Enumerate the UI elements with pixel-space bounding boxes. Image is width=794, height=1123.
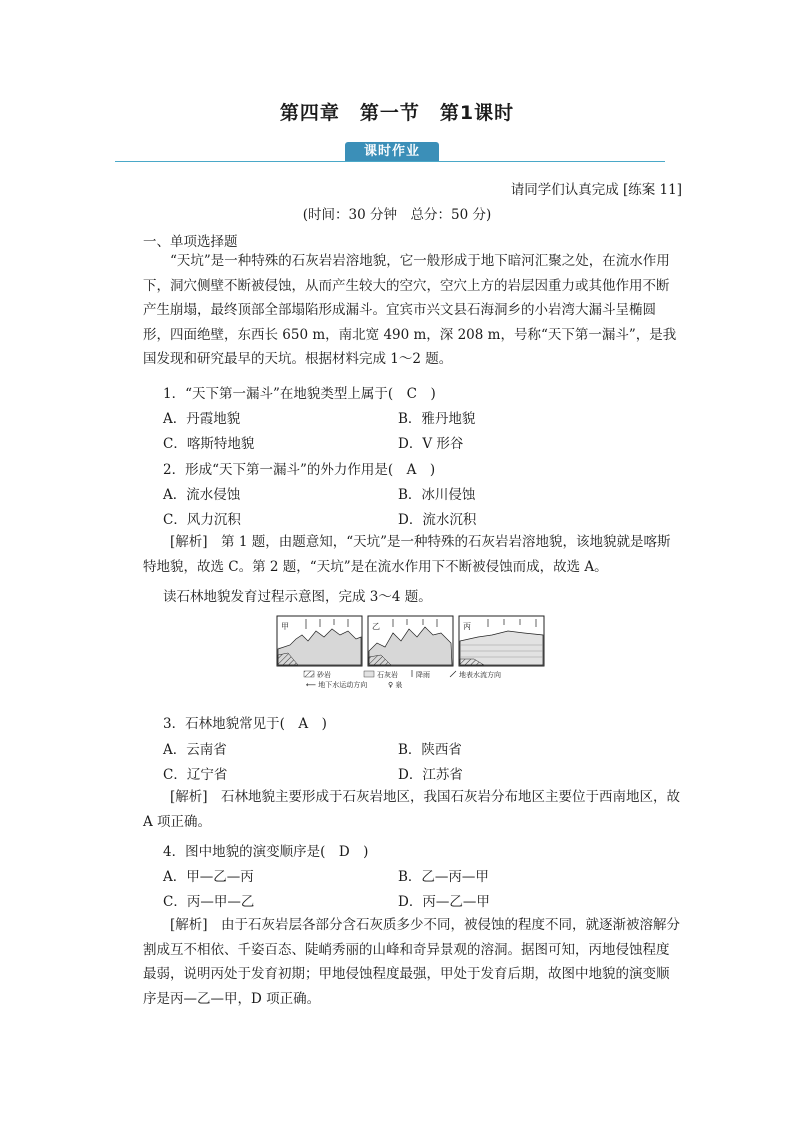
analysis-3: [解析] 石林地貌主要形成于石灰岩地区，我国石灰岩分布地区主要位于西南地区，故 A 项正确。 (143, 789, 681, 830)
q4-option-d: D．丙—乙—甲 (398, 894, 490, 910)
q3-option-c: C．辽宁省 (163, 767, 228, 783)
legend-limestone: 石灰岩 (377, 671, 398, 679)
question-4-stem: 4．图中地貌的演变顺序是( D ) (163, 844, 369, 860)
q3-option-b: B．陕西省 (398, 742, 462, 758)
analysis-4: [解析] 由于石灰岩层各部分含石灰质多少不同，被侵蚀的程度不同，就逐渐被溶解分割成互不相依、千姿百态、陡峭秀丽的山峰和奇异景观的溶洞。据图可知，丙地侵蚀程度最弱，说明丙处于发育初期；甲地侵蚀程度最强，甲处于发育后期，故图中地貌的演变顺序是丙—乙—甲，D 项正确。 (143, 917, 681, 1007)
practice-note: 请同学们认真完成 [练案 11] (510, 182, 682, 198)
analysis-1-2: [解析] 第 1 题，由题意知，“天坑”是一种特殊的石灰岩岩溶地貌，该地貌就是喀斯特地貌，故选 C。第 2 题，“天坑”是在流水作用下不断被侵蚀而成，故选 A。 (143, 534, 671, 575)
time-info: (时间：30 分钟 总分：50 分) (302, 207, 492, 223)
q2-option-d: D．流水沉积 (398, 512, 477, 528)
panel-yi (368, 616, 453, 666)
homework-badge: 课时作业 (345, 142, 439, 161)
panel-bing (459, 616, 544, 666)
q4-option-b: B．乙—丙—甲 (398, 869, 489, 885)
q4-option-a: A．甲—乙—丙 (163, 869, 254, 885)
diagram-legend (304, 670, 501, 689)
diagram-svg (276, 615, 546, 689)
stone-forest-diagram (276, 615, 546, 689)
legend-sandstone: 砂岩 (317, 671, 331, 679)
section-heading: 一、单项选择题 (143, 234, 238, 250)
question-3-stem: 3．石林地貌常见于( A ) (163, 716, 327, 732)
passage-1: “天坑”是一种特殊的石灰岩岩溶地貌，它一般形成于地下暗河汇聚之处，在流水作用下，洞穴侧壁不断被侵蚀，从而产生较大的空穴，空穴上方的岩层因重力或其他作用不断产生崩塌，最终顶部全部塌陷形成漏斗。宜宾市兴文县石海洞乡的小岩湾大漏斗呈椭圆形，四面绝壁，东西长 650 m，南北宽 490 m，深 208 m，号称“天下第一漏斗”，是我国发现和研究最早的天坑。根据材料完成 1～2 题。 (143, 253, 677, 367)
title-divider (115, 161, 665, 162)
q3-option-d: D．江苏省 (398, 767, 463, 783)
legend-surface-flow: 地表水流方向 (459, 671, 501, 679)
q1-option-a: A．丹霞地貌 (163, 411, 241, 427)
legend-rainfall: 降雨 (416, 671, 430, 679)
q1-option-c: C．喀斯特地貌 (163, 436, 255, 452)
q1-option-b: B．雅丹地貌 (398, 411, 476, 427)
q2-option-b: B．冰川侵蚀 (398, 487, 476, 503)
panel-jia (277, 616, 362, 666)
q3-option-a: A．云南省 (163, 742, 227, 758)
panel-label-bing: 丙 (463, 622, 471, 631)
q2-option-a: A．流水侵蚀 (163, 487, 241, 503)
legend-groundwater: ⟵ 地下水运动方向 (306, 681, 368, 689)
panel-label-jia: 甲 (281, 622, 289, 631)
panel-label-yi: 乙 (372, 622, 380, 631)
passage-2: 读石林地貌发育过程示意图，完成 3～4 题。 (163, 589, 432, 605)
q1-option-d: D．V 形谷 (398, 436, 464, 452)
legend-spring: ♀ 泉 (388, 681, 403, 689)
page-title: 第四章 第一节 第1课时 (279, 102, 515, 124)
q4-option-c: C．丙—甲—乙 (163, 894, 255, 910)
q2-option-c: C．风力沉积 (163, 512, 241, 528)
question-2-stem: 2．形成“天下第一漏斗”的外力作用是( A ) (163, 462, 436, 478)
question-1-stem: 1．“天下第一漏斗”在地貌类型上属于( C ) (163, 386, 436, 402)
